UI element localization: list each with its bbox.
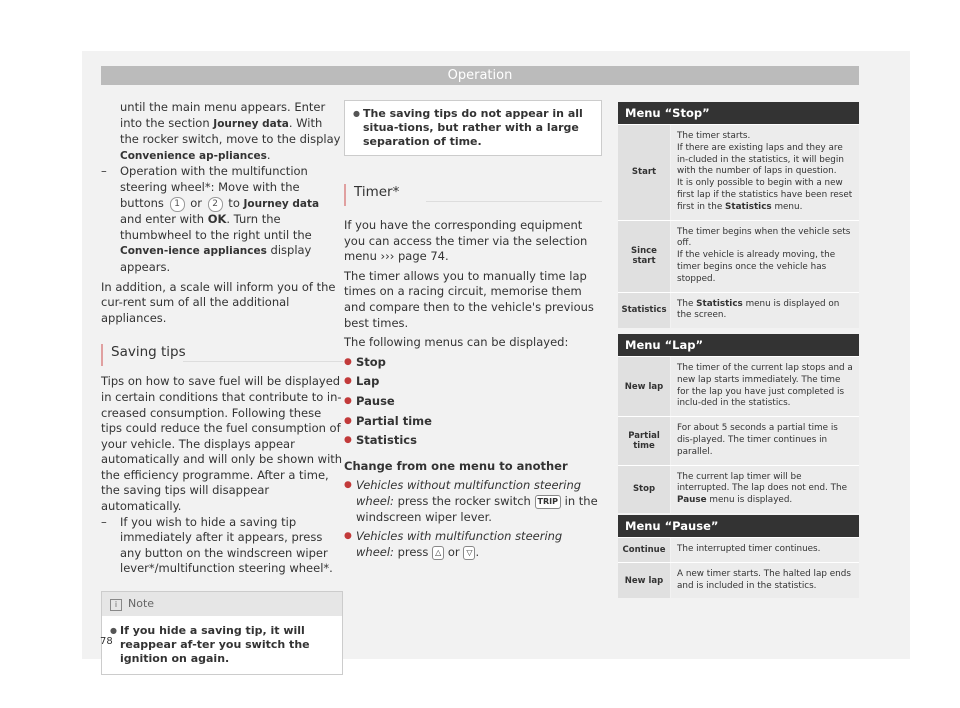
table-menu-lap <box>618 334 859 513</box>
list-item: ● Pause <box>344 394 602 410</box>
table-title: Menu “Stop” <box>618 102 859 124</box>
info-icon: i <box>110 599 122 611</box>
column-left <box>101 100 343 675</box>
list-item: ● Partial time <box>344 414 602 430</box>
note-text: ● If you hide a saving tip, it will reappear af-ter you switch the ignition on again. <box>110 624 334 666</box>
table-menu-stop <box>618 102 859 328</box>
table-row: Stop The current lap timer will be interrupted. The lap does not end. The Pause menu is displayed. <box>618 465 859 513</box>
table-row: New lap A new timer starts. The halted lap ends and is included in the statistics. <box>618 562 859 599</box>
page-number: 78 <box>100 636 113 647</box>
table-title: Menu “Lap” <box>618 334 859 356</box>
table-row: New lap The timer of the current lap stops and a new lap starts immediately. The time for the lap you have just completed is inclu-ded in the statistics. <box>618 356 859 416</box>
list-item-without-mfsw: ● Vehicles without multifunction steering wheel: press the rocker switch TRIP in the windscreen wiper lever. <box>344 478 602 525</box>
table-row: Continue The interrupted timer continues. <box>618 537 859 562</box>
note-box <box>101 591 343 675</box>
column-middle <box>344 100 602 560</box>
paragraph-menus-intro: The following menus can be displayed: <box>344 335 569 350</box>
paragraph-saving-tips: Tips on how to save fuel will be displayed in certain conditions that contribute to in-creased consumption. Following these tips could reduce the fuel consumption of your vehicle. The displays appear automatically and will only be shown with the efficiency programme. After a time, the saving tips will disappear automatically. <box>101 374 343 514</box>
table-row: Partial time For about 5 seconds a partial time is dis-played. The timer continues in parallel. <box>618 416 859 464</box>
table-menu-pause <box>618 515 859 598</box>
table-row: Statistics The Statistics menu is displayed on the screen. <box>618 292 859 329</box>
button-1-icon: 1 <box>170 197 185 212</box>
subheading-change-menu: Change from one menu to another <box>344 458 568 473</box>
paragraph-timer-access: If you have the corresponding equipment you can access the timer via the selection menu ››› page 74. <box>344 218 588 264</box>
list-item: ● Stop <box>344 355 602 371</box>
table-row: Since start The timer begins when the vehicle sets off. If the vehicle is already moving, the timer begins once the vehicle has stopped. <box>618 220 859 292</box>
up-arrow-button-icon: △ <box>432 546 444 560</box>
trip-button-icon: TRIP <box>535 495 561 509</box>
table-title: Menu “Pause” <box>618 515 859 537</box>
list-item: ● Statistics <box>344 433 602 449</box>
table-row: Start The timer starts. If there are existing laps and they are in-cluded in the statistics, it will begin with the number of laps in question. It is only possible to begin with a new first lap if the statistics have been reset first in the Statistics menu. <box>618 124 859 220</box>
section-heading-timer: Timer* <box>344 184 602 206</box>
list-item-hide-tip: – If you wish to hide a saving tip immediately after it appears, press any button on the windscreen wiper lever*/multifunction steering wheel*. <box>101 515 343 577</box>
page-reference-link[interactable]: ››› page 74 <box>380 249 445 264</box>
paragraph-scale: In addition, a scale will inform you of the cur-rent sum of all the additional appliances. <box>101 279 336 325</box>
tip-box: ● The saving tips do not appear in all situa-tions, but rather with a large separation of time. <box>344 100 602 156</box>
button-2-icon: 2 <box>208 197 223 212</box>
list-item: ● Lap <box>344 374 602 390</box>
page-header <box>101 66 859 85</box>
header-title: Operation <box>447 68 513 83</box>
list-item-steering-wheel: – Operation with the multifunction steering wheel*: Move with the buttons 1 or 2 to Journey data and enter with OK. Turn the thumbwheel to the right until the Conven-ience appliances display appears. <box>101 164 343 275</box>
list-item-with-mfsw: ● Vehicles with multifunction steering wheel: press △ or ▽ . <box>344 529 602 560</box>
down-arrow-button-icon: ▽ <box>463 546 475 560</box>
menu-list <box>344 355 602 449</box>
paragraph-intro: until the main menu appears. Enter into the section Journey data. With the rocker switch, move to the display Convenience ap-pliances. <box>120 100 341 162</box>
note-header: i Note <box>102 592 342 616</box>
section-heading-saving-tips: Saving tips <box>101 344 343 366</box>
paragraph-timer-desc: The timer allows you to manually time lap times on a racing circuit, memorise them and compare then to the vehicle's previous best times. <box>344 268 594 330</box>
